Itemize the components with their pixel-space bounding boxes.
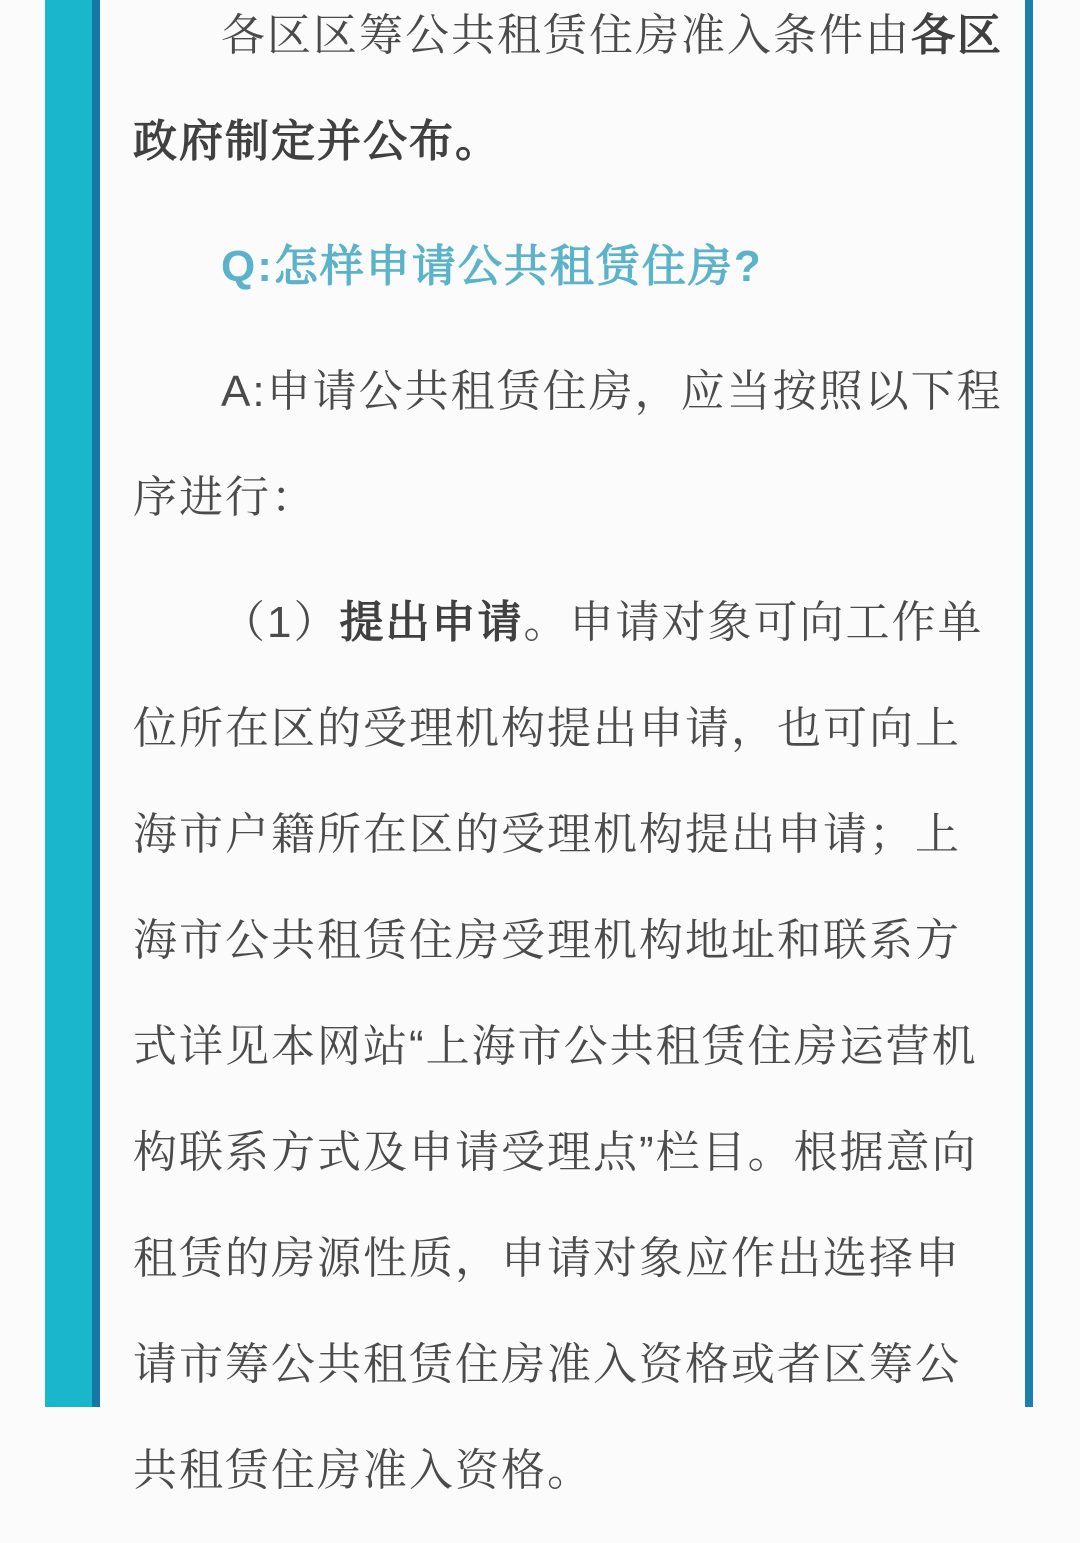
paragraph <box>133 570 1005 1524</box>
text-segment: （1） <box>221 598 340 647</box>
right-rule <box>1025 0 1033 1407</box>
text-segment: 。申请对象可向工作单位所在区的受理机构提出申请，也可向上海市户籍所在区的受理机构提出申请；上海市公共租赁住房受理机构地址和联系方式详见本网站“上海市公共租赁住房运营机构联系方式及申请受理点”栏目。根据意向租赁的房源性质，申请对象应作出选择申请市筹公共租赁住房准入资格或者区筹公共租赁住房准入资格。 <box>133 598 984 1495</box>
question-heading <box>133 214 1005 320</box>
left-accent-bar <box>45 0 92 1407</box>
paragraph <box>133 0 1005 195</box>
text-segment: A:申请公共租赁住房，应当按照以下程序进行： <box>133 367 1003 522</box>
paragraph <box>133 339 1005 551</box>
left-accent-bar-edge <box>92 0 100 1407</box>
emphasis-text: Q:怎样申请公共租赁住房? <box>221 242 763 291</box>
emphasis-text: 各区政府制定并公布。 <box>133 11 1003 166</box>
text-segment: 各区区筹公共租赁住房准入条件由 <box>221 11 911 60</box>
emphasis-text: 提出申请 <box>339 598 524 647</box>
article-body <box>133 0 1005 1543</box>
